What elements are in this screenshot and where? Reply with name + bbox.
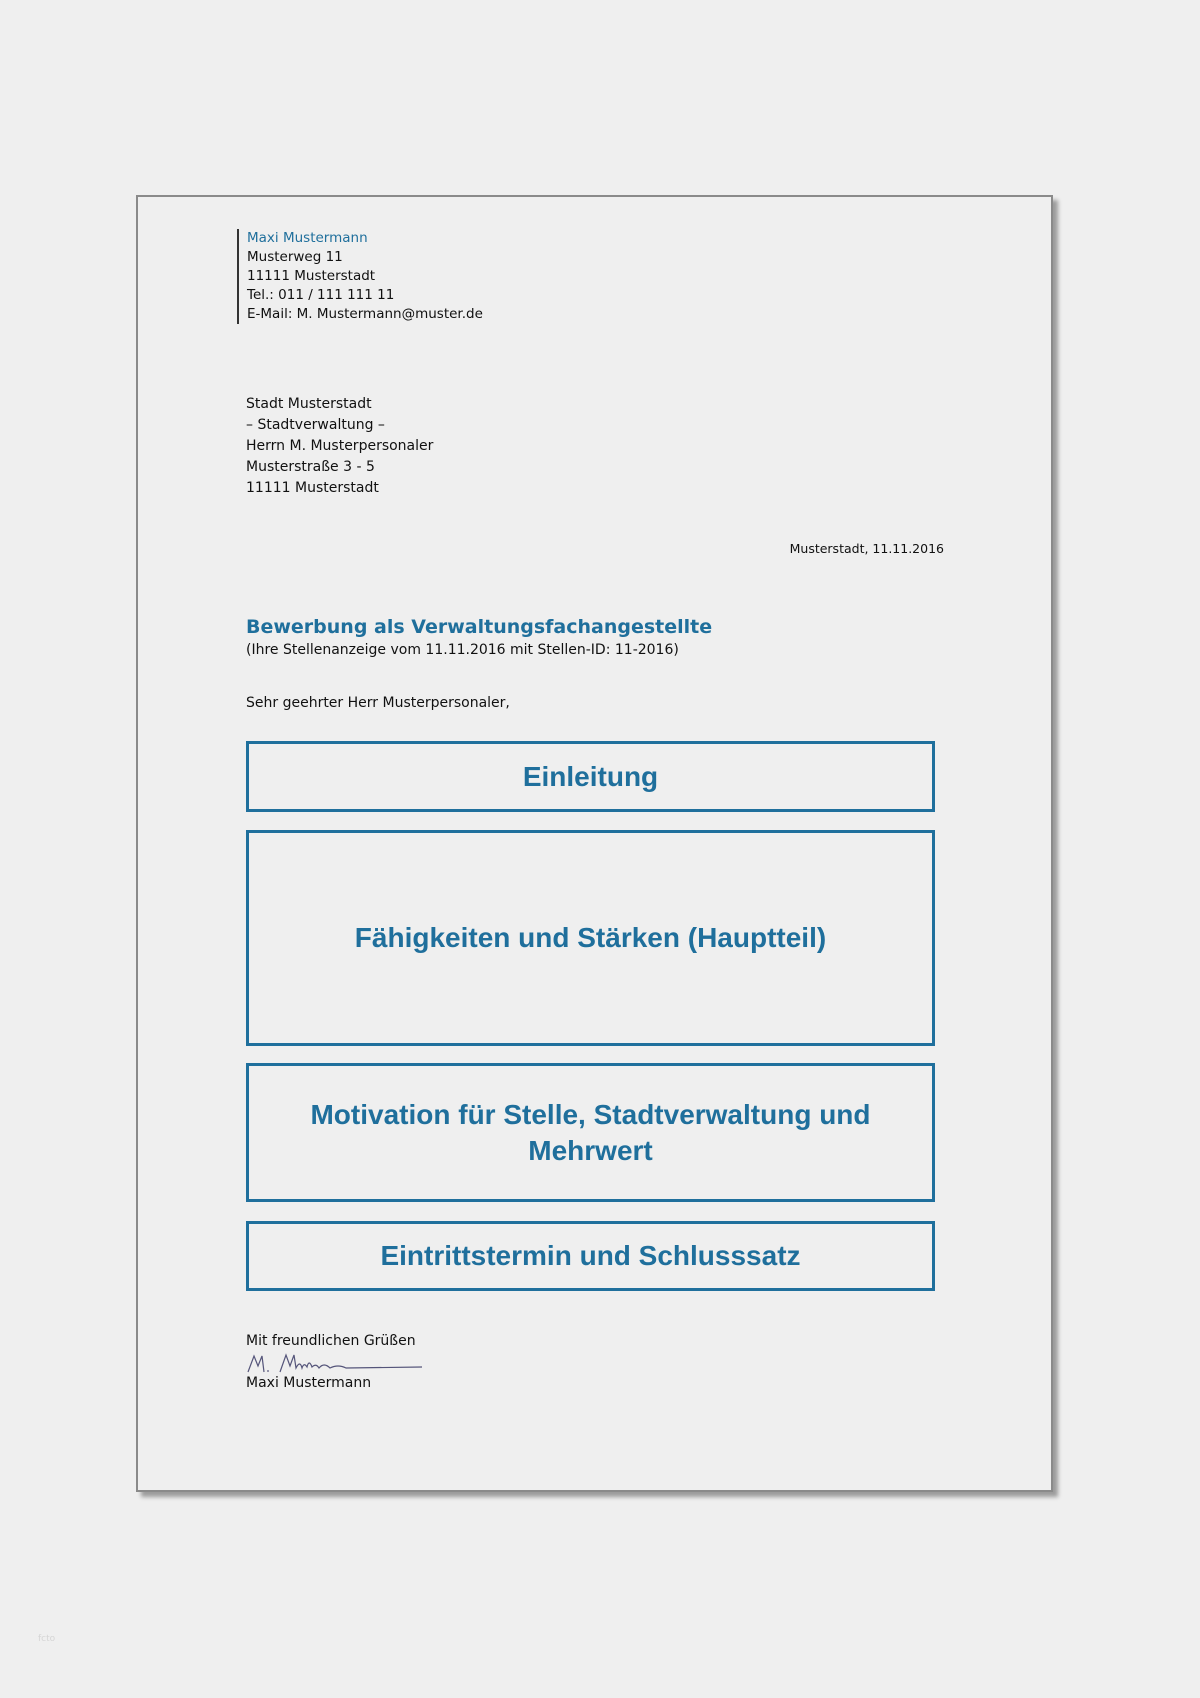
sender-phone: Tel.: 011 / 111 111 11: [247, 287, 395, 303]
watermark-text: fcto: [38, 1634, 56, 1644]
section-box-main: [246, 830, 935, 1046]
signature-icon: [246, 1350, 436, 1376]
recipient-line-5: 11111 Musterstadt: [246, 480, 379, 496]
subject-reference: (Ihre Stellenanzeige vom 11.11.2016 mit Stellen-ID: 11-2016): [246, 642, 679, 658]
letter-page: [136, 195, 1053, 1492]
signer-name: Maxi Mustermann: [246, 1375, 372, 1391]
letter-date: Musterstadt, 11.11.2016: [789, 541, 944, 556]
sender-name: Maxi Mustermann: [247, 230, 368, 246]
subject-block: [246, 614, 712, 660]
section-label-main: Fähigkeiten und Stärken (Hauptteil): [354, 922, 827, 953]
section-box-closing: [246, 1221, 935, 1291]
sender-address-block: [237, 229, 483, 324]
closing-greeting: Mit freundlichen Grüßen: [246, 1333, 416, 1349]
section-box-motivation: [246, 1063, 935, 1202]
section-label-closing: Eintrittstermin und Schlusssatz: [380, 1240, 801, 1271]
section-box-intro: [246, 741, 935, 812]
section-label-intro: Einleitung: [522, 760, 659, 792]
recipient-line-2: – Stadtverwaltung –: [246, 417, 385, 433]
recipient-line-3: Herrn M. Musterpersonaler: [246, 438, 434, 454]
recipient-line-1: Stadt Musterstadt: [246, 396, 372, 412]
recipient-line-4: Musterstraße 3 - 5: [246, 459, 375, 475]
sender-email: E-Mail: M. Mustermann@muster.de: [247, 306, 483, 322]
subject-title: Bewerbung als Verwaltungsfachangestellte: [246, 616, 713, 638]
sender-street: Musterweg 11: [247, 249, 343, 265]
sender-city: 11111 Musterstadt: [247, 268, 376, 284]
salutation: Sehr geehrter Herr Musterpersonaler,: [246, 695, 510, 711]
section-label-motivation: Motivation für Stelle, Stadtverwaltung und Mehrwert: [310, 1098, 871, 1166]
recipient-address-block: [246, 394, 433, 499]
